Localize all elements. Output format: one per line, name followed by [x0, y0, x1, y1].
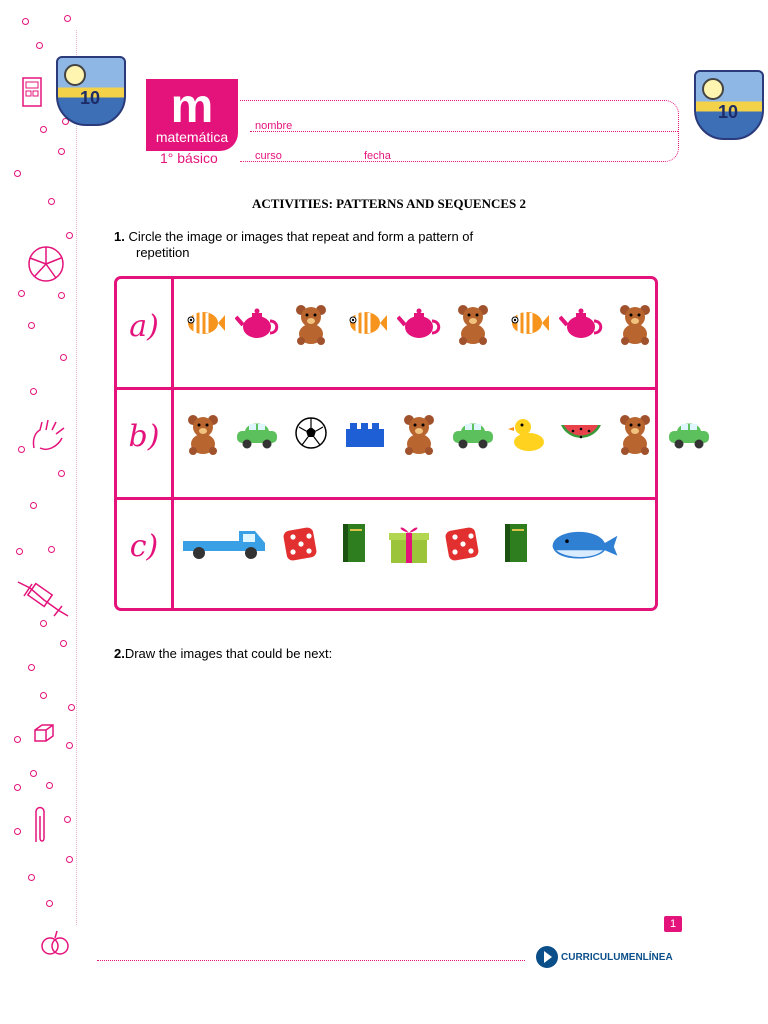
play-arrow-icon	[536, 946, 558, 968]
car-icon[interactable]	[235, 411, 279, 455]
row-items-b	[181, 411, 721, 455]
teddy-bear-icon[interactable]	[613, 301, 657, 345]
page-number: 1	[664, 916, 682, 932]
whale-icon[interactable]	[549, 521, 621, 565]
decorative-border	[0, 0, 100, 940]
teddy-bear-icon[interactable]	[289, 301, 333, 345]
row-items-a	[181, 301, 667, 345]
row-label-a: a)	[129, 309, 159, 344]
question-1-text: Circle the image or images that repeat and form a pattern of	[128, 229, 474, 244]
car-icon[interactable]	[451, 411, 495, 455]
teapot-icon[interactable]	[397, 301, 441, 345]
soccer-ball-icon[interactable]	[289, 411, 333, 455]
logo-letter: m	[170, 80, 214, 133]
question-1	[114, 229, 518, 261]
gift-icon[interactable]	[387, 521, 431, 565]
dice-icon[interactable]	[279, 521, 323, 565]
teddy-bear-icon[interactable]	[451, 301, 495, 345]
pattern-table	[114, 276, 658, 611]
pattern-row-b	[117, 389, 655, 498]
school-emblem-right: 10	[694, 70, 764, 140]
fish-icon[interactable]	[181, 301, 225, 345]
fecha-field[interactable]: fecha	[364, 150, 391, 162]
pie-doodle-icon	[26, 244, 66, 284]
rubber-duck-icon[interactable]	[505, 411, 549, 455]
cube-doodle-icon	[32, 722, 56, 744]
book-icon[interactable]	[495, 521, 539, 565]
logo-subject: matemática	[155, 129, 229, 145]
calculator-doodle-icon	[20, 76, 46, 110]
book-icon[interactable]	[333, 521, 377, 565]
nombre-field[interactable]: nombre	[255, 120, 293, 132]
candy-doodle-icon	[14, 576, 70, 620]
teddy-bear-icon[interactable]	[613, 411, 657, 455]
subject-logo	[146, 79, 238, 151]
logo-grade: 1° básico	[160, 150, 218, 166]
hand-doodle-icon	[28, 418, 68, 454]
question-2-text: Draw the images that could be next:	[124, 646, 333, 661]
row-label-c: c)	[129, 529, 159, 564]
question-1-number: 1.	[114, 229, 125, 244]
field-divider	[250, 131, 678, 132]
school-emblem-left: 10	[56, 56, 126, 126]
watermelon-icon[interactable]	[559, 411, 603, 455]
pattern-row-a	[117, 279, 655, 388]
car-icon[interactable]	[667, 411, 711, 455]
footer-logo	[536, 946, 673, 968]
lego-brick-icon[interactable]	[343, 411, 387, 455]
curso-field[interactable]: curso	[255, 150, 282, 162]
paperclip-doodle-icon	[30, 804, 50, 846]
dice-icon[interactable]	[441, 521, 485, 565]
row-items-c	[181, 521, 631, 565]
fish-icon[interactable]	[505, 301, 549, 345]
truck-icon[interactable]	[181, 521, 269, 565]
teapot-icon[interactable]	[559, 301, 603, 345]
question-2	[114, 646, 332, 661]
footer-divider	[97, 960, 525, 961]
teddy-bear-icon[interactable]	[181, 411, 225, 455]
question-2-number: 2.	[114, 646, 125, 661]
teddy-bear-icon[interactable]	[397, 411, 441, 455]
page-title: ACTIVITIES: PATTERNS AND SEQUENCES 2	[251, 196, 527, 211]
question-1-text-cont: repetition	[136, 245, 190, 260]
footer-brand: CURRICULUMENLÍNEA	[561, 951, 673, 963]
row-label-b: b)	[128, 419, 160, 454]
teapot-icon[interactable]	[235, 301, 279, 345]
fish-icon[interactable]	[343, 301, 387, 345]
pattern-row-c	[117, 499, 655, 608]
apple-doodle-icon	[38, 928, 72, 958]
